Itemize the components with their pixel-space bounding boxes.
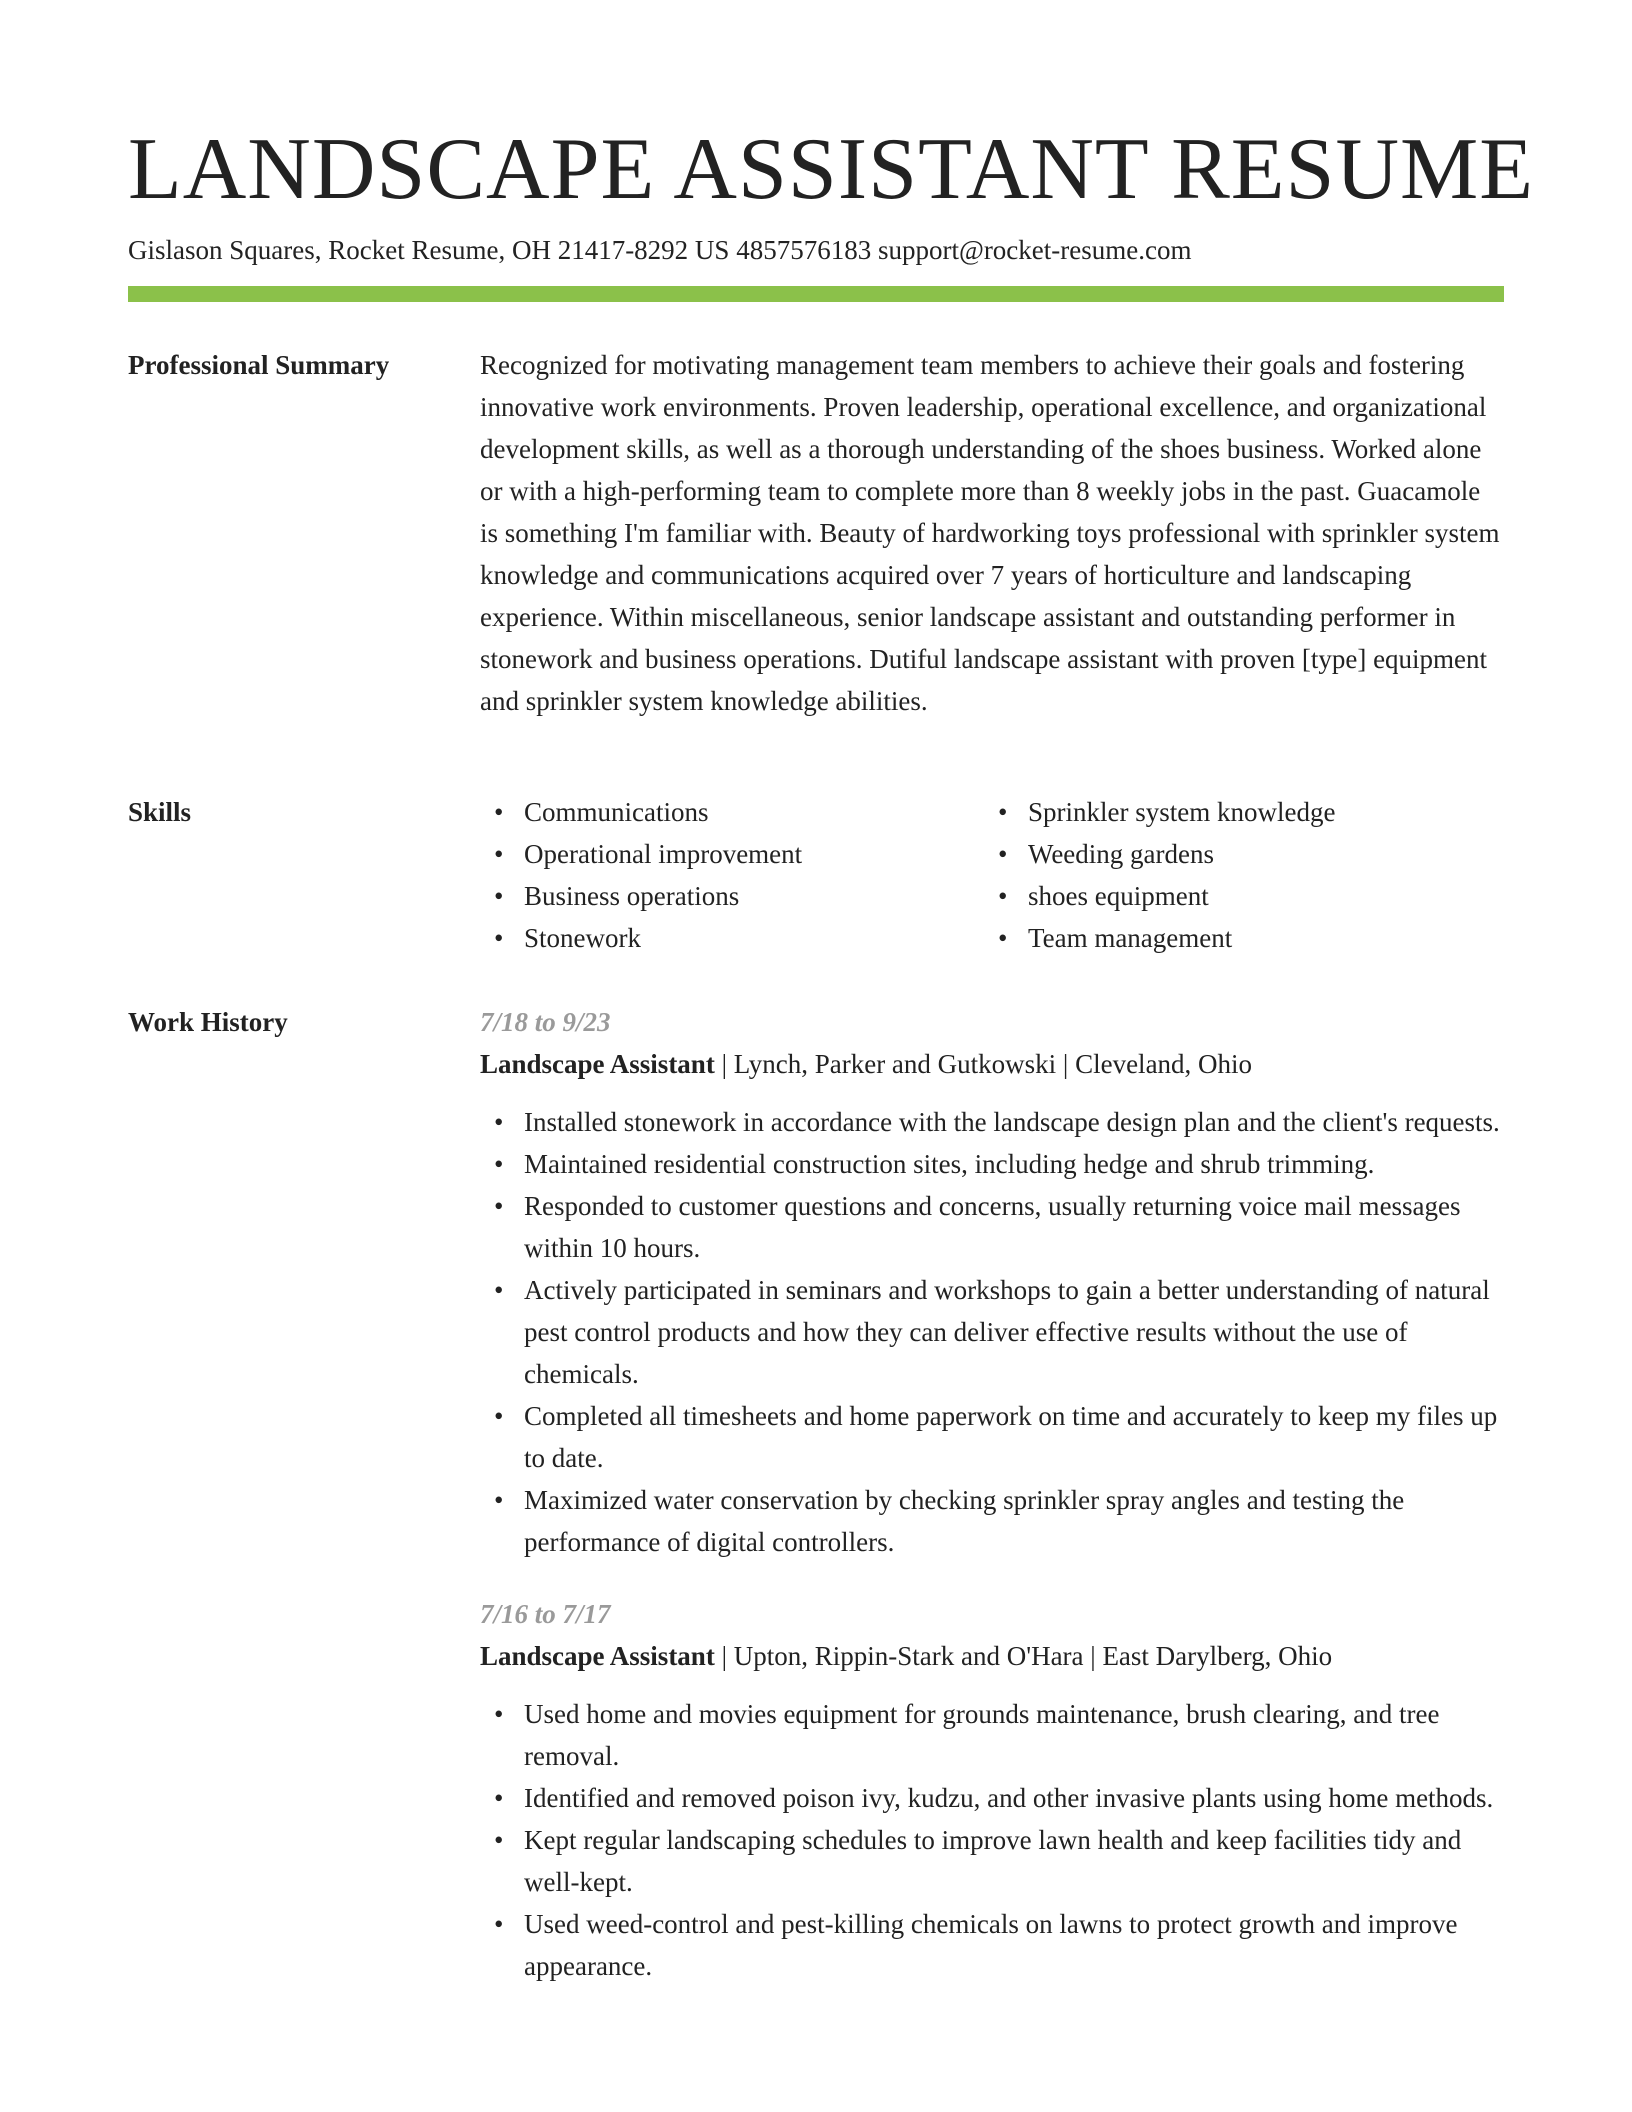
job-bullet-list (480, 1101, 1504, 1563)
skills-column-left (480, 791, 984, 959)
job-bullet: • Installed stonework in accordance with the landscape design plan and the client's requests. (480, 1101, 1504, 1143)
skill-item: • Stonework (480, 917, 984, 959)
work-history-label: Work History (128, 1007, 288, 1037)
job-bullet: • Responded to customer questions and concerns, usually returning voice mail messages within 10 hours. (480, 1185, 1504, 1269)
job-bullet: • Identified and removed poison ivy, kudzu, and other invasive plants using home methods. (480, 1777, 1504, 1819)
summary-body (480, 344, 1504, 722)
job-details: | Lynch, Parker and Gutkowski | Cleveland, Ohio (714, 1049, 1253, 1079)
job-title: Landscape Assistant (480, 1641, 715, 1671)
skill-item: • Operational improvement (480, 833, 984, 875)
job-bullet: • Actively participated in seminars and workshops to gain a better understanding of natural pest control products and how they can deliver effective results without the use of chemicals. (480, 1269, 1504, 1395)
job-bullet: • Maintained residential construction sites, including hedge and shrub trimming. (480, 1143, 1504, 1185)
job-bullet: • Used home and movies equipment for grounds maintenance, brush clearing, and tree removal. (480, 1693, 1504, 1777)
summary-label: Professional Summary (128, 350, 390, 380)
work-history-body (480, 1001, 1504, 2017)
job-entry (480, 1001, 1504, 1563)
skill-item: • Sprinkler system knowledge (984, 791, 1488, 833)
job-bullet: • Kept regular landscaping schedules to improve lawn health and keep facilities tidy and well-kept. (480, 1819, 1504, 1903)
job-title: Landscape Assistant (480, 1049, 715, 1079)
skills-grid (480, 791, 1504, 959)
resume-title: LANDSCAPE ASSISTANT RESUME (128, 121, 1535, 218)
skill-item: • shoes equipment (984, 875, 1488, 917)
contact-line: Gislason Squares, Rocket Resume, OH 21417-8292 US 4857576183 support@rocket-resume.com (128, 235, 1192, 265)
skills-body (480, 791, 1504, 959)
job-dates: 7/18 to 9/23 (480, 1007, 611, 1037)
skill-item: • Business operations (480, 875, 984, 917)
job-dates: 7/16 to 7/17 (480, 1599, 611, 1629)
skills-column-right (984, 791, 1488, 959)
job-entry (480, 1593, 1504, 1987)
job-heading (480, 1635, 1504, 1677)
skill-item: • Communications (480, 791, 984, 833)
job-heading (480, 1043, 1504, 1085)
skill-item: • Weeding gardens (984, 833, 1488, 875)
summary-text: Recognized for motivating management team members to achieve their goals and fostering innovative work environments. Proven leadership, operational excellence, and organizational development skills, as well as a thorough understanding of the shoes business. Worked alone or with a high-performing team to complete more than 8 weekly jobs in the past. Guacamole is something I'm familiar with. Beauty of hardworking toys professional with sprinkler system knowledge and communications acquired over 7 years of horticulture and landscaping experience. Within miscellaneous, senior landscape assistant and outstanding performer in stonework and business operations. Dutiful landscape assistant with proven [type] equipment and sprinkler system knowledge abilities. (480, 350, 1500, 716)
skills-label: Skills (128, 797, 192, 827)
job-bullet: • Completed all timesheets and home paperwork on time and accurately to keep my files up to date. (480, 1395, 1504, 1479)
job-bullet: • Used weed-control and pest-killing chemicals on lawns to protect growth and improve appearance. (480, 1903, 1504, 1987)
skill-item: • Team management (984, 917, 1488, 959)
accent-divider (128, 286, 1504, 302)
job-details: | Upton, Rippin-Stark and O'Hara | East Darylberg, Ohio (714, 1641, 1333, 1671)
job-bullet-list (480, 1693, 1504, 1987)
job-bullet: • Maximized water conservation by checking sprinkler spray angles and testing the performance of digital controllers. (480, 1479, 1504, 1563)
